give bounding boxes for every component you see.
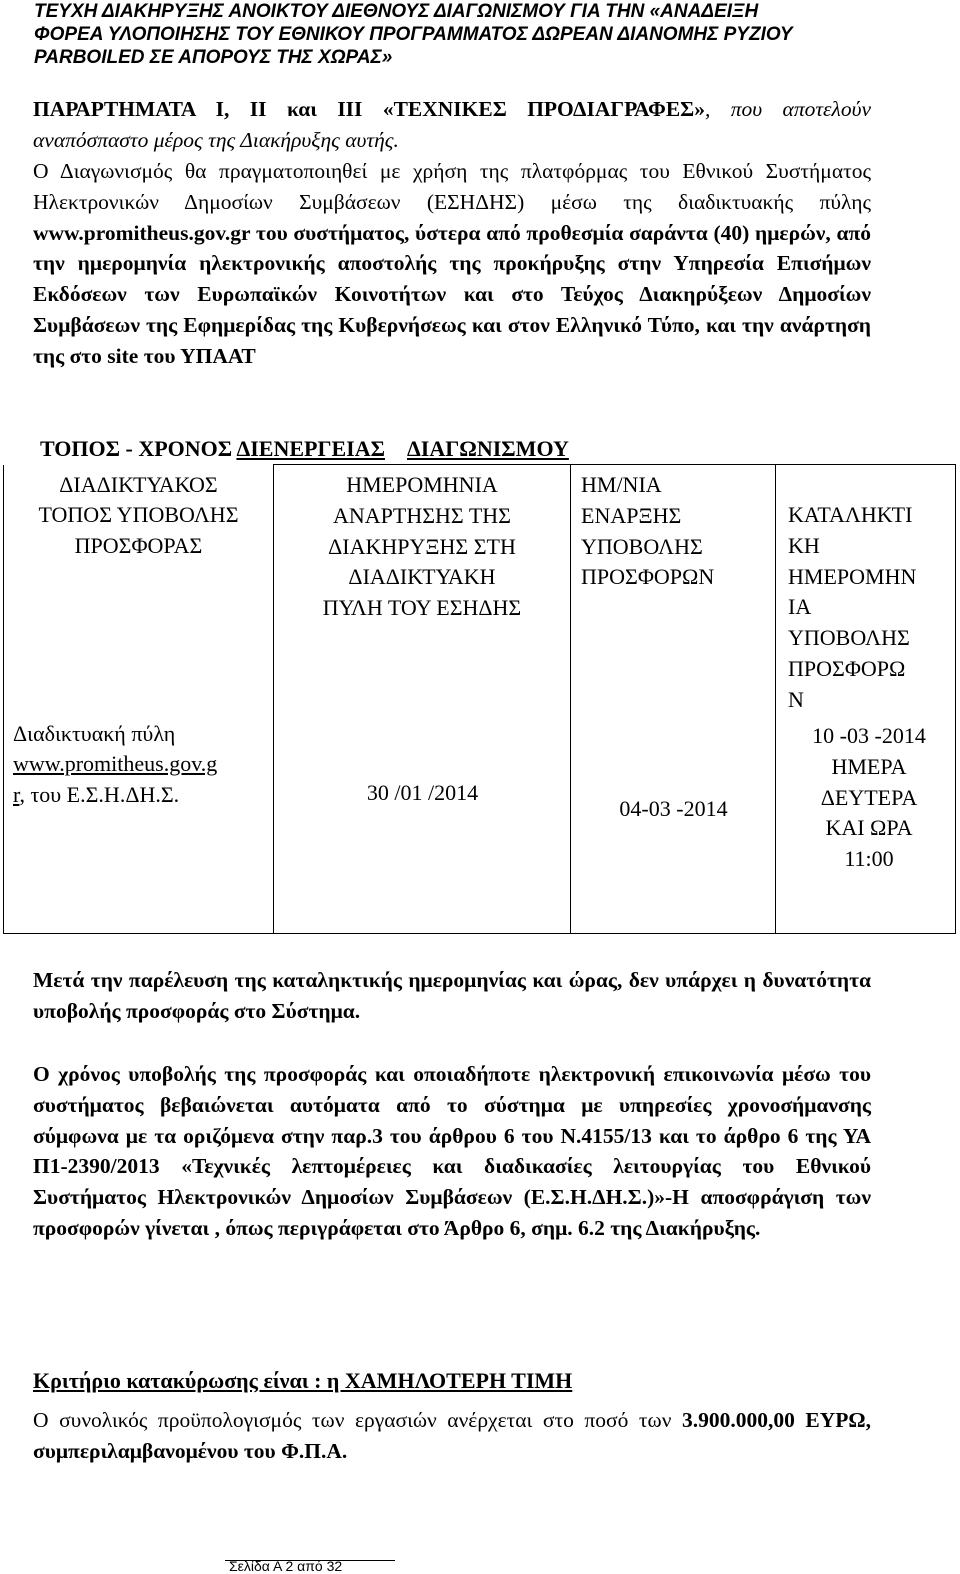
header-line: ΔΙΑΔΙΚΤΥΑΚΗ	[348, 564, 496, 590]
header-line: Ν	[788, 686, 804, 712]
deadline-line: 10 -03 -2014	[812, 723, 926, 748]
after-deadline-paragraph: Μετά την παρέλευση της καταληκτικής ημερομηνίας και ώρας, δεν υπάρχει η δυνατότητα υποβολής προσφοράς στο Σύστημα.	[33, 968, 871, 1023]
header-line: ΠΡΟΣΦΟΡΩ	[788, 655, 906, 681]
budget-amount: 3.900.000,00 ΕΥΡΩ, συμπεριλαμβανομένου του Φ.Π.Α.	[33, 1408, 872, 1463]
promitheus-url: www.promitheus.gov.gr	[33, 220, 251, 245]
header-line-2: ΦΟΡΕΑ ΥΛΟΠΟΙΗΣΗΣ ΤΟΥ ΕΘΝΙΚΟΥ ΠΡΟΓΡΑΜΜΑΤΟΣ ΔΩΡΕΑΝ ΔΙΑΝΟΜΗΣ ΡΥΖΙΟΥ	[34, 24, 793, 45]
header-line: ΕΝΑΡΞΗΣ	[581, 502, 682, 528]
section-title	[40, 434, 740, 464]
start-date-cell	[571, 465, 776, 934]
header-line: ΠΡΟΣΦΟΡΩΝ	[581, 564, 715, 590]
header-line: ΤΟΠΟΣ ΥΠΟΒΟΛΗΣ	[38, 502, 239, 528]
portal-system-name: , του Ε.Σ.Η.ΔΗ.Σ.	[19, 782, 180, 808]
posting-date-value: 30 /01 /2014	[366, 780, 479, 805]
header-line-3: PARBOILED ΣΕ ΑΠΟΡΟΥΣ ΤΗΣ ΧΩΡΑΣ»	[34, 47, 393, 68]
header-line: ΔΙΑΔΙΚΤΥΑΚΟΣ	[59, 471, 218, 497]
header-line: ΚΑΤΑΛΗΚΤΙ	[788, 502, 913, 527]
posting-date-cell	[274, 465, 571, 934]
budget-text: Ο συνολικός προϋπολογισμός των εργασιών ανέρχεται στο ποσό των	[33, 1408, 682, 1432]
header-line: ΗΜΕΡΟΜΗΝ	[788, 563, 917, 589]
header-line: ΗΜ/ΝΙΑ	[581, 472, 662, 497]
portal-url-end: r	[13, 782, 20, 808]
submission-place-cell	[4, 465, 274, 934]
annex-paragraph	[33, 94, 871, 156]
deadline-line: ΗΜΕΡΑ	[831, 753, 907, 779]
annex-bold-text: ΠΑΡΑΡΤΗΜΑΤΑ Ι, ΙΙ και ΙΙΙ «ΤΕΧΝΙΚΕΣ ΠΡΟΔΙΑΓΡΑΦΕΣ»	[33, 97, 705, 121]
schedule-table	[3, 464, 956, 934]
deadline-line: 11:00	[844, 846, 894, 872]
header-line: ΥΠΟΒΟΛΗΣ	[581, 533, 703, 559]
timestamp-paragraph: Ο χρόνος υποβολής της προσφοράς και οποιαδήποτε ηλεκτρονική επικοινωνία μέσω του συστήματος βεβαιώνεται αυτόματα από το σύστημα με υπηρεσίες χρονοσήμανσης σύμφωνα με τα οριζόμενα στην παρ.3 του άρθρου 6 του Ν.4155/13 και το άρθρο 6 της ΥΑ Π1-2390/2013 «Τεχνικές λεπτομέρειες και διαδικασίες λειτουργίας του Εθνικού Συστήματος Ηλεκτρονικών Δημοσίων Συμβάσεων (Ε.Σ.Η.ΔΗ.Σ.)»-Η αποσφράγιση των προσφορών γίνεται , όπως περιγράφεται στο Άρθρο 6, σημ. 6.2 της Διακήρυξης.	[33, 1062, 871, 1240]
header-line: ΠΡΟΣΦΟΡΑΣ	[74, 533, 203, 559]
deadline-line: ΔΕΥΤΕΡΑ	[820, 784, 918, 810]
portal-url: www.promitheus.gov.g	[13, 751, 218, 777]
section-title-part-2: ΔΙΕΝΕΡΓΕΙΑΣ	[236, 436, 385, 461]
header-line-1: ΤΕΥΧΗ ΔΙΑΚΗΡΥΞΗΣ ΑΝΟΙΚΤΟΥ ΔΙΕΘΝΟΥΣ ΔΙΑΓΩΝΙΣΜΟΥ ΓΙΑ ΤΗΝ «ΑΝΑΔΕΙΞΗ	[34, 1, 759, 22]
header-line: ΑΝΑΡΤΗΣΗΣ ΤΗΣ	[333, 502, 511, 528]
deadline-cell	[776, 465, 956, 934]
header-line: ΗΜΕΡΟΜΗΝΙΑ	[346, 472, 498, 497]
portal-label: Διαδικτυακή πύλη	[13, 720, 176, 746]
budget-paragraph	[33, 1405, 871, 1467]
header-line: ΥΠΟΒΟΛΗΣ	[788, 625, 910, 651]
page-number: Σελίδα Α 2 από 32	[229, 1558, 343, 1574]
header-line: ΠΥΛΗ ΤΟΥ ΕΣΗΔΗΣ	[322, 595, 522, 621]
portal-info	[13, 719, 217, 811]
tender-paragraph	[33, 156, 871, 372]
start-date-value: 04-03 -2014	[619, 796, 728, 821]
tender-text-2: του συστήματος, ύστερα από προθεσμία σαράντα (40) ημερών, από την ημερομηνία ηλεκτρονικής αποστολής της προκήρυξης στην Υπηρεσία Επισήμων Εκδόσεων των Ευρωπαϊκών Κοινοτήτων και στο Τεύχος Διακηρύξεων Δημοσίων Συμβάσεων της Εφημερίδας της Κυβερνήσεως και στον Ελληνικό Τύπο, και την ανάρτηση της στο site του ΥΠΑΑΤ	[33, 220, 871, 368]
table-row	[4, 465, 956, 934]
deadline-value	[784, 721, 954, 875]
annex-rest-text: , που αποτελούν αναπόσπαστο μέρος της Διακήρυξης αυτής.	[33, 97, 871, 152]
section-title-part-1: ΤΟΠΟΣ - ΧΡΟΝΟΣ	[40, 436, 237, 461]
section-title-part-3: ΔΙΑΓΩΝΙΣΜΟΥ	[406, 436, 569, 461]
header-line: ΔΙΑΚΗΡΥΞΗΣ ΣΤΗ	[328, 533, 516, 559]
header-line: ΙΑ	[788, 594, 812, 620]
award-criterion: Κριτήριο κατακύρωσης είναι : η ΧΑΜΗΛΟΤΕΡΗ ΤΙΜΗ	[33, 1368, 573, 1393]
start-date-header	[581, 470, 714, 593]
document-header	[34, 0, 934, 69]
posting-date-header	[274, 465, 570, 624]
deadline-line: ΚΑΙ ΩΡΑ	[825, 815, 913, 841]
deadline-header	[788, 500, 916, 716]
submission-place-header	[4, 465, 273, 562]
header-line: ΚΗ	[788, 532, 820, 558]
tender-text-1: Ο Διαγωνισμός θα πραγματοποιηθεί με χρήση της πλατφόρμας του Εθνικού Συστήματος Ηλεκτρονικών Δημοσίων Συμβάσεων (ΕΣΗΔΗΣ) μέσω της διαδικτυακής πύλης	[33, 159, 871, 214]
